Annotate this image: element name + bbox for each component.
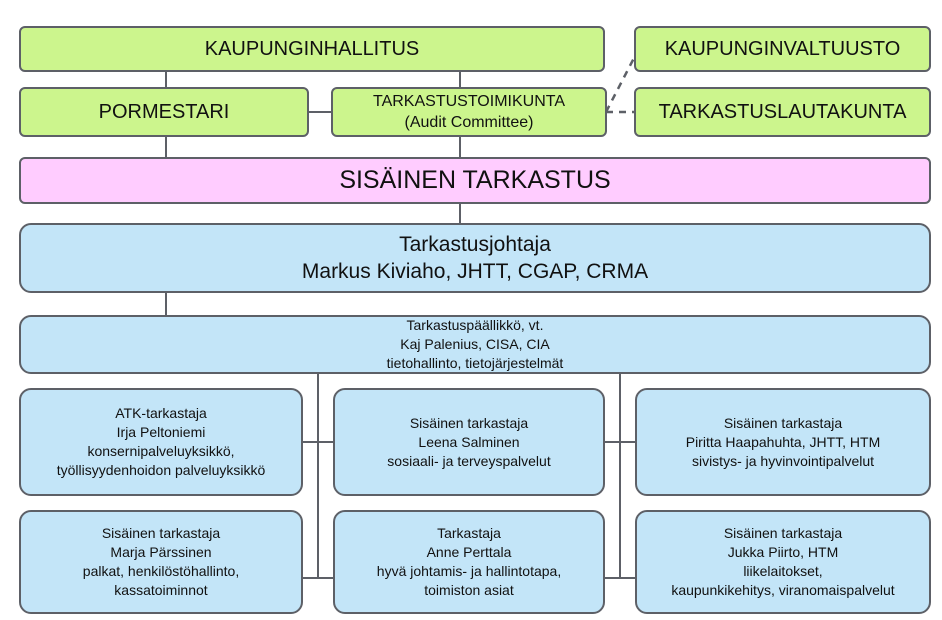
staff-name: Leena Salminen [418,433,520,450]
staff-name: Piritta Haapahuhta, JHTT, HTM [685,433,881,450]
staff-area: sivistys- ja hyvinvointipalvelut [691,452,875,469]
kaupunginvaltuusto-label: KAUPUNGINVALTUUSTO [664,37,901,60]
sisainen-tarkastus-box [19,157,931,204]
kaupunginhallitus-box [19,26,605,72]
staff-area: hyvä johtamis- ja hallintotapa, [376,563,562,579]
staff-card [19,388,303,496]
chief-area: tietohallinto, tietojärjestelmät [386,355,564,371]
staff-area: toimiston asiat [424,582,514,598]
director-title: Tarkastusjohtaja [399,233,551,256]
staff-role: Sisäinen tarkastaja [409,414,529,431]
staff-area: liikelaitokset, [743,563,823,579]
staff-card [333,388,605,496]
director-name: Markus Kiviaho, JHTT, CGAP, CRMA [301,260,649,283]
staff-role: Tarkastaja [437,525,501,541]
dashed-toimikunta-valtuusto [606,58,634,112]
staff-area: kaupunkikehitys, viranomaispalvelut [671,582,895,598]
sisainen-tarkastus-label: SISÄINEN TARKASTUS [339,166,611,194]
staff-name: Marja Pärssinen [110,544,212,560]
pormestari-label: PORMESTARI [98,100,230,123]
kaupunginvaltuusto-box [634,26,931,72]
staff-role: Sisäinen tarkastaja [723,525,843,541]
tarkastustoimikunta-box [331,87,607,137]
tarkastustoimikunta-title: TARKASTUSTOIMIKUNTA [372,93,565,110]
staff-area: työllisyydenhoidon palveluyksikkö [56,462,266,478]
chief-box [19,315,931,374]
staff-name: Anne Perttala [426,544,512,560]
chief-name: Kaj Palenius, CISA, CIA [400,336,550,352]
kaupunginhallitus-label: KAUPUNGINHALLITUS [204,37,420,60]
tarkastuslautakunta-box [634,87,931,137]
staff-role: Sisäinen tarkastaja [101,525,221,541]
staff-role: ATK-tarkastaja [115,405,207,421]
staff-name: Jukka Piirto, HTM [727,544,839,560]
staff-card [635,510,931,614]
staff-area: sosiaali- ja terveyspalvelut [387,452,551,469]
staff-name: Irja Peltoniemi [116,424,206,440]
staff-area: palkat, henkilöstöhallinto, [82,563,240,579]
tarkastuslautakunta-label: TARKASTUSLAUTAKUNTA [658,100,907,123]
staff-area: kassatoiminnot [114,582,208,598]
staff-card [635,388,931,496]
chief-title: Tarkastuspäällikkö, vt. [406,317,544,333]
pormestari-box [19,87,309,137]
staff-role: Sisäinen tarkastaja [723,414,843,431]
staff-card [19,510,303,614]
staff-area: konsernipalveluyksikkö, [87,443,235,459]
director-box [19,223,931,293]
tarkastustoimikunta-subtitle: (Audit Committee) [404,114,534,131]
staff-card [333,510,605,614]
